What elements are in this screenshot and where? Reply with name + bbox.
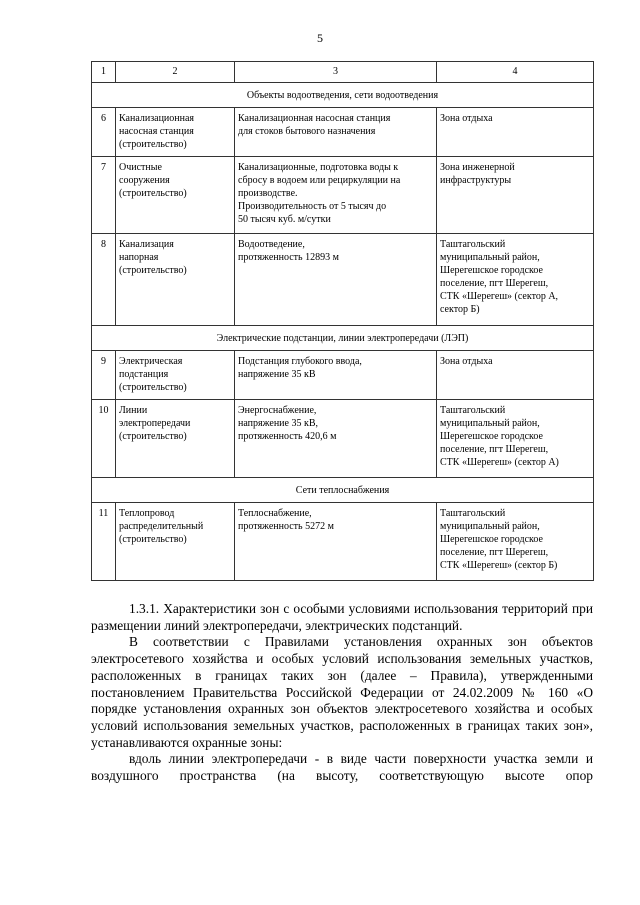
table-row	[92, 234, 594, 326]
object-location: Таштагольский муниципальный район, Шерегешское городское поселение, пгт Шерегеш, СТК «Шерегеш» (сектор А)	[440, 405, 559, 468]
object-name: Электрическая подстанция (строительство)	[119, 356, 187, 393]
header-cell: 2	[116, 62, 235, 83]
row-number: 8	[92, 234, 116, 326]
header-cell: 4	[437, 62, 594, 83]
objects-table	[91, 61, 594, 581]
table-row	[92, 108, 594, 157]
header-cell: 1	[92, 62, 116, 83]
section-row	[92, 478, 594, 503]
object-location: Зона инженерной инфраструктуры	[440, 162, 515, 186]
body-text	[91, 601, 593, 785]
object-purpose: Канализационные, подготовка воды к сбросу в водоем или рециркуляции на производстве. Производительность от 5 тысяч до 50 тысяч куб. м/сутки	[238, 162, 401, 225]
object-location: Зона отдыха	[440, 356, 493, 367]
object-purpose: Водоотведение, протяженность 12893 м	[238, 239, 339, 263]
row-number: 10	[92, 400, 116, 478]
section-title: Объекты водоотведения, сети водоотведения	[92, 83, 594, 108]
table-row	[92, 351, 594, 400]
object-location: Таштагольский муниципальный район, Шерегешское городское поселение, пгт Шерегеш, СТК «Шерегеш» (сектор Б)	[440, 508, 558, 571]
object-purpose: Энергоснабжение, напряжение 35 кВ, протяженность 420,6 м	[238, 405, 337, 442]
object-name: Теплопровод распределительный (строительство)	[119, 508, 204, 545]
object-purpose: Канализационная насосная станция для стоков бытового назначения	[238, 113, 391, 137]
section-heading: 1.3.1. Характеристики зон с особыми условиями использования территорий при размещении линий электропередачи, электрических подстанций.	[91, 601, 593, 633]
section-title: Электрические подстанции, линии электропередачи (ЛЭП)	[92, 326, 594, 351]
table-header-row	[92, 62, 594, 83]
section-title: Сети теплоснабжения	[92, 478, 594, 503]
page-number: 5	[317, 31, 323, 45]
body-paragraph: В соответствии с Правилами установления охранных зон объектов электросетевого хозяйства и особых условий использования земельных участков, расположенных в границах таких зон (далее – Правила), утвержденными постановлением Правительства Российской Федерации от 24.02.2009 № 160 «О порядке установления охранных зон объектов электросетевого хозяйства и особых условий использования земельных участков, расположенных в границах таких зон», устанавливаются охранные зоны:	[91, 634, 593, 750]
object-name: Линии электропередачи (строительство)	[119, 405, 191, 442]
table-row	[92, 157, 594, 234]
section-row	[92, 83, 594, 108]
body-paragraph-continued: вдоль линии электропередачи - в виде части поверхности участка земли и воздушного пространства (на высоту, соответствующую высоте опор	[91, 751, 593, 784]
table-row	[92, 503, 594, 581]
object-purpose: Подстанция глубокого ввода, напряжение 35 кВ	[238, 356, 362, 380]
row-number: 11	[92, 503, 116, 581]
object-location: Зона отдыха	[440, 113, 493, 124]
header-cell: 3	[235, 62, 437, 83]
row-number: 9	[92, 351, 116, 400]
object-name: Канализационная насосная станция (строительство)	[119, 113, 195, 150]
object-name: Очистные сооружения (строительство)	[119, 162, 187, 199]
object-location: Таштагольский муниципальный район, Шерегешское городское поселение, пгт Шерегеш, СТК «Шерегеш» (сектор А, сектор Б)	[440, 239, 559, 315]
row-number: 6	[92, 108, 116, 157]
table-row	[92, 400, 594, 478]
row-number: 7	[92, 157, 116, 234]
object-name: Канализация напорная (строительство)	[119, 239, 187, 276]
section-row	[92, 326, 594, 351]
object-purpose: Теплоснабжение, протяженность 5272 м	[238, 508, 334, 532]
